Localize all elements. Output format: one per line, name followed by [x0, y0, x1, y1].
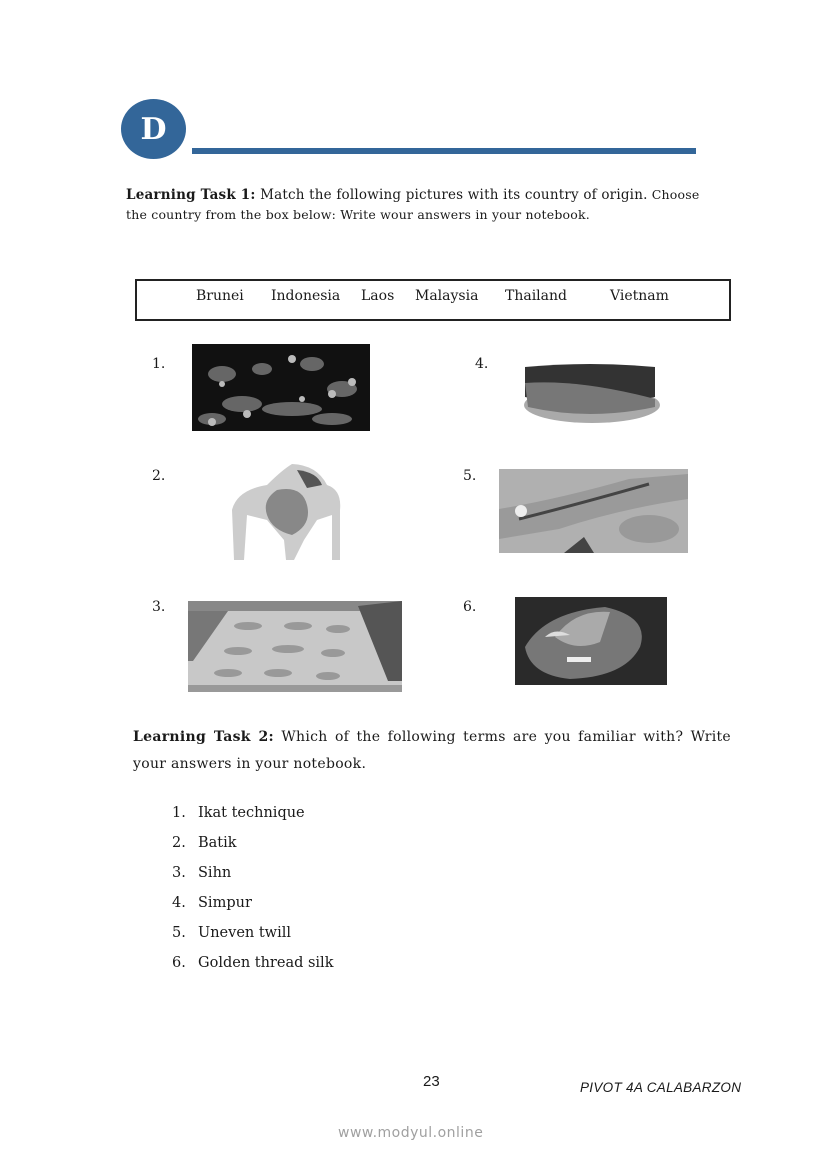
task-1-label: Learning Task 1: — [126, 187, 256, 203]
picture-number: 2. — [152, 468, 166, 484]
picture-5-image — [499, 469, 688, 553]
picture-6-image — [515, 597, 667, 685]
term-label: Golden thread silk — [198, 955, 334, 971]
task-2-label: Learning Task 2: — [133, 729, 275, 745]
list-item: 1. Ikat technique — [172, 805, 333, 835]
learning-task-2-instructions — [133, 724, 731, 778]
task-1-text-line2: the country from the box below: Write wour answers in your notebook. — [126, 207, 590, 222]
list-item: 3. Sihn — [172, 865, 333, 895]
country-option: Malaysia — [415, 288, 479, 304]
picture-number: 1. — [152, 356, 166, 372]
term-label: Simpur — [198, 895, 252, 911]
list-item: 4. Simpur — [172, 895, 333, 925]
task-1-text-cont: Choose — [647, 187, 700, 202]
section-badge — [121, 99, 186, 159]
picture-number: 5. — [463, 468, 477, 484]
picture-number: 6. — [463, 599, 477, 615]
term-label: Ikat technique — [198, 805, 305, 821]
page-number: 23 — [423, 1073, 440, 1090]
picture-number: 3. — [152, 599, 166, 615]
country-option: Indonesia — [271, 288, 341, 304]
watermark: www.modyul.online — [338, 1125, 484, 1141]
picture-3-image — [188, 601, 402, 692]
list-item: 6. Golden thread silk — [172, 955, 333, 985]
country-choices-box — [135, 279, 731, 321]
term-label: Sihn — [198, 865, 232, 881]
task-1-text: Match the following pictures with its country of origin. — [255, 187, 648, 203]
footer-brand: PIVOT 4A CALABARZON — [580, 1080, 742, 1095]
task-2-text: Which of the following terms are you familiar with? Write your answers in your notebook. — [133, 729, 731, 772]
picture-4-image — [520, 355, 670, 427]
term-label: Batik — [198, 835, 237, 851]
term-label: Uneven twill — [198, 925, 292, 941]
country-option: Thailand — [505, 288, 567, 304]
list-item: 2. Batik — [172, 835, 333, 865]
section-divider — [192, 148, 696, 154]
picture-2-image — [222, 460, 352, 562]
country-option: Laos — [361, 288, 395, 304]
country-option: Brunei — [196, 288, 244, 304]
country-option: Vietnam — [610, 288, 669, 304]
terms-list — [172, 805, 333, 985]
picture-number: 4. — [475, 356, 489, 372]
list-item: 5. Uneven twill — [172, 925, 333, 955]
learning-task-1-instructions — [126, 185, 744, 225]
picture-1-image — [192, 344, 370, 431]
section-letter: D — [140, 111, 167, 147]
